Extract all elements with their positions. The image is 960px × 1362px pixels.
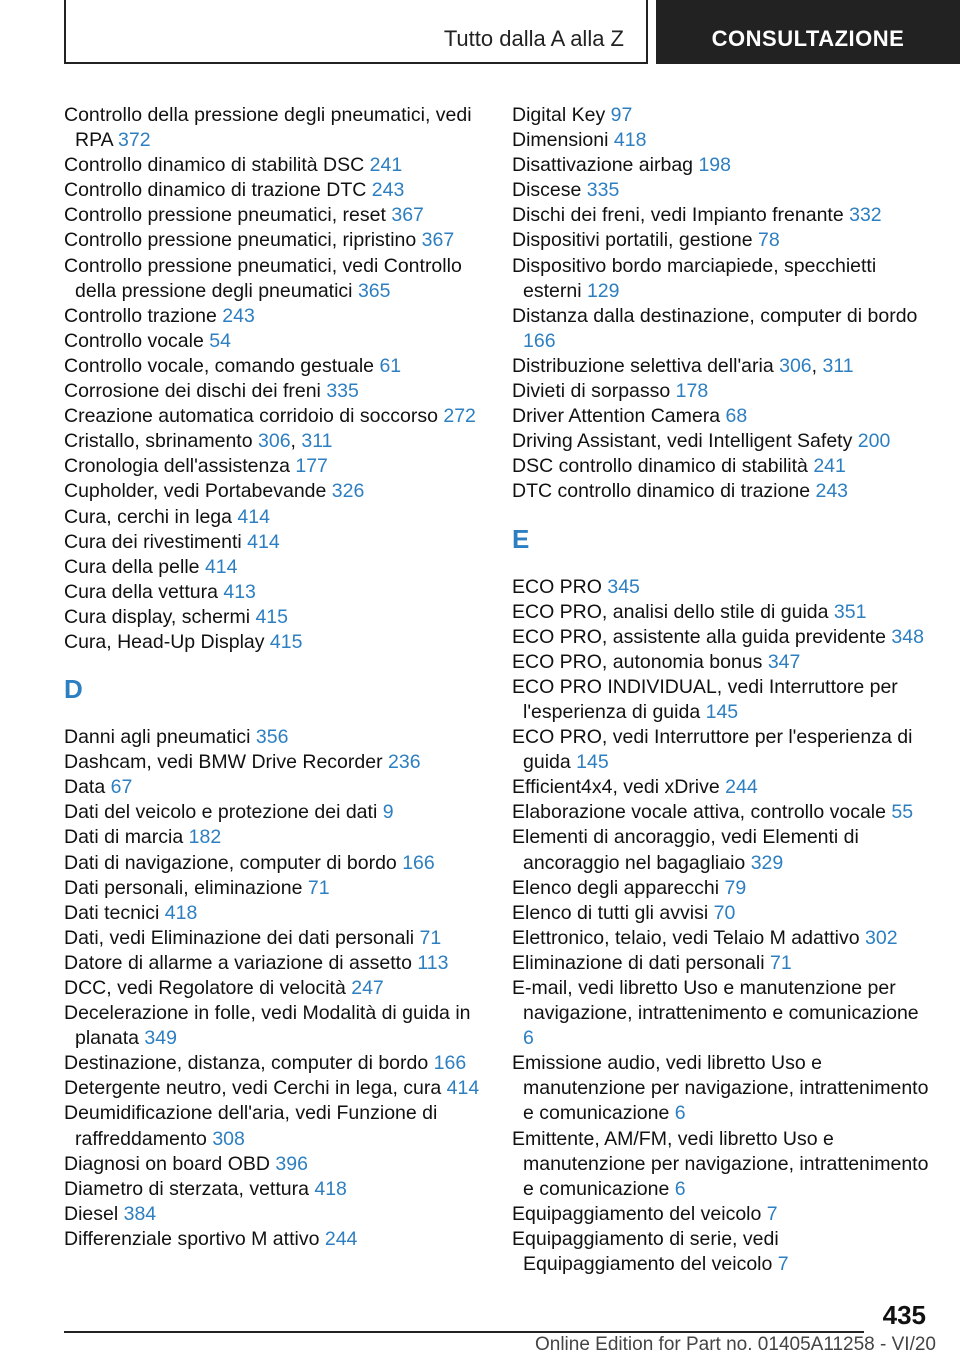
index-entry (512, 1127, 932, 1202)
index-entry (64, 254, 484, 304)
index-entry (512, 178, 932, 203)
index-entry (64, 1152, 484, 1177)
index-entry (64, 1227, 484, 1252)
index-entry (64, 379, 484, 404)
index-entry (512, 650, 932, 675)
index-page-link[interactable]: 349 (144, 1027, 177, 1050)
index-page-link[interactable]: 418 (613, 129, 647, 152)
index-entry (64, 825, 484, 850)
index-page-link[interactable]: 418 (164, 901, 198, 924)
index-entry-term: Diametro di sterzata, vettura (64, 1177, 309, 1200)
index-entry (64, 228, 484, 253)
index-page-link[interactable]: 6 (674, 1177, 686, 1200)
index-entry-term: Creazione automatica corridoio di soccorso (64, 405, 438, 428)
index-entry (512, 901, 932, 926)
index-page-link[interactable]: 414 (446, 1077, 480, 1100)
index-entry-term: Dati di marcia (64, 826, 184, 849)
index-entry-term: Controllo pressione pneumatici, reset (64, 204, 386, 227)
index-entry-term: Elenco degli apparecchi (512, 876, 720, 899)
index-entry-term: Cura della vettura (64, 580, 218, 603)
index-entry (512, 454, 932, 479)
index-page-link[interactable]: 414 (237, 505, 270, 528)
index-entry-term: DCC, vedi Regolatore di velocità (64, 977, 346, 999)
index-page-link[interactable]: 244 (324, 1227, 358, 1250)
index-entry-term: Disattivazione airbag (512, 154, 694, 177)
index-entry (512, 876, 932, 901)
index-entry-term: Dimensioni (512, 129, 609, 152)
index-entry-term: Driving Assistant, vedi Intelligent Safety (512, 430, 853, 453)
index-entry-term: Efficient4x4, vedi xDrive (512, 776, 720, 799)
index-entry-term: Controllo dinamico di trazione DTC (64, 179, 367, 202)
index-entry-term: Decelerazione in folle, vedi Modalità di guida in planata (64, 1002, 471, 1050)
index-entry (512, 228, 932, 253)
index-page-link[interactable]: 68 (725, 405, 748, 428)
index-entry-term: ECO PRO, autonomia bonus (512, 650, 763, 673)
index-entry (64, 1051, 484, 1076)
index-entry (64, 951, 484, 976)
index-entry (512, 625, 932, 650)
index-entry (512, 1051, 932, 1126)
index-page-link[interactable]: 415 (255, 605, 288, 628)
index-entry-term: Elementi di ancoraggio, vedi Elementi di ancoraggio nel bagagliaio (512, 826, 859, 874)
index-entry-term: Dati, vedi Eliminazione dei dati personali (64, 926, 415, 949)
index-page-link[interactable]: 326 (331, 480, 365, 503)
index-entry-term: Deumidificazione dell'aria, vedi Funzione di raffreddamento (64, 1102, 438, 1150)
index-entry (512, 600, 932, 625)
index-entry (64, 505, 484, 530)
index-entry (64, 354, 484, 379)
index-page-link[interactable]: 178 (675, 380, 709, 403)
index-entry (64, 926, 484, 951)
index-page-link[interactable]: 55 (891, 801, 914, 824)
index-entry-term: Cronologia dell'assistenza (64, 455, 290, 478)
index-entry-term: Cura, cerchi in lega (64, 505, 232, 528)
index-page-link[interactable]: 6 (674, 1102, 686, 1125)
index-entry (64, 775, 484, 800)
index-page-link[interactable]: 311 (822, 354, 854, 377)
index-page-link[interactable]: 145 (576, 751, 609, 774)
index-entry-term: Elettronico, telaio, vedi Telaio M adattivo (512, 926, 860, 949)
index-page-link[interactable]: 302 (865, 926, 898, 949)
index-entry-term: Discese (512, 179, 582, 202)
index-page-link[interactable]: 414 (247, 530, 280, 553)
header-section-box (64, 0, 648, 64)
index-entry (64, 178, 484, 203)
index-page-link[interactable]: 306 (258, 430, 291, 453)
index-entry (64, 454, 484, 479)
index-entry (64, 1076, 484, 1101)
index-entry (64, 1177, 484, 1202)
index-entry-term: Elaborazione vocale attiva, controllo vocale (512, 801, 886, 824)
index-entry-term: Dati personali, eliminazione (64, 876, 303, 899)
index-page-link[interactable]: 306 (779, 354, 812, 377)
index-page-link[interactable]: 308 (212, 1127, 245, 1150)
footer-edition-text: Online Edition for Part no. 01405A11258 - VI/20 (534, 1334, 936, 1355)
index-entry-term: DTC controllo dinamico di trazione (512, 480, 811, 503)
index-page-link[interactable]: 272 (443, 405, 476, 428)
index-page-link[interactable]: 177 (295, 455, 328, 478)
index-entry (64, 976, 484, 1001)
index-entry (512, 379, 932, 404)
index-entry (512, 304, 932, 354)
index-page-link[interactable]: 332 (849, 204, 882, 227)
index-page-link[interactable]: 348 (891, 625, 924, 648)
index-entry (64, 329, 484, 354)
index-entry (64, 750, 484, 775)
index-entry (512, 153, 932, 178)
index-entry-term: Distribuzione selettiva dell'aria (512, 354, 774, 377)
index-page-link[interactable]: 365 (357, 279, 391, 302)
header-chapter-title: CONSULTAZIONE (711, 26, 905, 51)
index-entry (512, 128, 932, 153)
index-page-link[interactable]: 79 (724, 876, 747, 899)
index-page-link[interactable]: 78 (758, 229, 780, 252)
index-entry-term: ECO PRO, assistente alla guida previdente (512, 625, 886, 648)
index-entry-term: Differenziale sportivo M attivo (64, 1227, 320, 1250)
index-page-link[interactable]: 311 (301, 430, 333, 453)
index-entry-term: Cristallo, sbrinamento (64, 430, 253, 453)
index-entry-term: Equipaggiamento del veicolo (512, 1202, 762, 1225)
index-entry (512, 479, 932, 504)
index-entry-term: Diagnosi on board OBD (64, 1152, 270, 1175)
index-entry: Distribuzione selettiva dell'aria 306, 311 (512, 354, 854, 377)
index-entry-term: E-mail, vedi libretto Uso e manutenzione per navigazione, intrattenimento e comunicazione (512, 977, 919, 1025)
index-entry-term: Diesel (64, 1202, 119, 1225)
index-entry-term: Controllo vocale (64, 329, 204, 352)
index-entry-term: Dispositivo bordo marciapiede, specchietti esterni (512, 254, 877, 302)
index-entry (512, 1227, 932, 1277)
index-page-link[interactable]: 243 (371, 179, 405, 202)
index-entry (64, 530, 484, 555)
index-page-link[interactable]: 71 (769, 951, 792, 974)
index-page-link[interactable]: 418 (314, 1177, 347, 1200)
index-entry-term: Dati tecnici (64, 901, 160, 924)
index-page-link[interactable]: 247 (351, 977, 384, 999)
index-entry (512, 575, 932, 600)
index-page-link[interactable]: 7 (766, 1202, 778, 1225)
index-page-link[interactable]: 367 (391, 204, 424, 227)
index-entry-term: Dashcam, vedi BMW Drive Recorder (64, 751, 383, 774)
index-page-link[interactable]: 145 (705, 700, 739, 723)
index-entry-term: Eliminazione di dati personali (512, 951, 765, 974)
index-entry (64, 203, 484, 228)
index-entry (64, 404, 484, 429)
index-entry-term: Distanza dalla destinazione, computer di bordo (512, 304, 918, 327)
index-page-link[interactable]: 166 (523, 329, 556, 352)
index-entry: Cristallo, sbrinamento 306, 311 (64, 430, 333, 453)
index-entry (64, 876, 484, 901)
index-page-link[interactable]: 200 (857, 430, 891, 453)
index-entry-term: Emissione audio, vedi libretto Uso e manutenzione per navigazione, intrattenimento e comunicazione (512, 1052, 929, 1125)
index-page-link[interactable]: 61 (379, 354, 402, 377)
index-column-right (512, 103, 932, 1277)
index-entry (64, 304, 484, 329)
index-entry-term: Cura della pelle (64, 555, 200, 578)
index-page-link[interactable]: 71 (307, 876, 330, 899)
index-entry-term: Divieti di sorpasso (512, 380, 671, 403)
index-entry (512, 254, 932, 304)
index-entry-term: Elenco di tutti gli avvisi (512, 901, 709, 924)
index-entry-term: Datore di allarme a variazione di assetto (64, 951, 412, 974)
index-entry-term: Controllo della pressione degli pneumatici, vedi RPA (64, 104, 472, 152)
index-page-link[interactable]: 414 (204, 555, 238, 578)
index-letter-heading: D (64, 674, 83, 705)
index-page-link[interactable]: 198 (698, 154, 731, 177)
index-letter-heading: E (512, 523, 530, 554)
index-entry-term: ECO PRO (512, 575, 602, 598)
index-page-link[interactable]: 113 (417, 951, 449, 974)
index-entry (512, 976, 932, 1051)
index-entry-term: Controllo dinamico di stabilità DSC (64, 154, 365, 177)
index-entry-term: Cura display, schermi (64, 605, 251, 628)
index-page-link[interactable]: 236 (388, 751, 421, 774)
index-entry (512, 775, 932, 800)
index-column-left (64, 103, 484, 1252)
index-page-link[interactable]: 243 (815, 480, 849, 503)
index-page-link[interactable]: 6 (523, 1027, 534, 1050)
index-entry-term: Controllo pressione pneumatici, vedi Controllo della pressione degli pneumatici (64, 254, 462, 302)
index-page-link[interactable]: 166 (402, 851, 435, 874)
index-page-link[interactable]: 241 (369, 154, 403, 177)
index-page-link[interactable]: 67 (110, 776, 133, 799)
index-entry-term: Dischi dei freni, vedi Impianto frenante (512, 204, 844, 227)
index-entry (64, 901, 484, 926)
index-page-link[interactable]: 335 (326, 380, 359, 403)
index-page-link[interactable]: 347 (767, 650, 801, 673)
page-number: 435 (882, 1300, 926, 1330)
index-entry (512, 103, 932, 128)
index-entry (64, 800, 484, 825)
footer-divider (64, 1331, 864, 1333)
index-entry (512, 800, 932, 825)
index-page-link[interactable]: 335 (586, 179, 620, 202)
index-entry (64, 479, 484, 504)
index-entry-term: Driver Attention Camera (512, 405, 721, 428)
index-page-link[interactable]: 372 (118, 129, 151, 152)
index-entry-term: Danni agli pneumatici (64, 726, 251, 749)
index-entry-term: Cura, Head-Up Display (64, 630, 265, 653)
index-entry-term: Cura dei rivestimenti (64, 530, 242, 553)
index-entry (512, 404, 932, 429)
index-entry (512, 725, 932, 775)
index-entry (64, 1101, 484, 1151)
index-entry (64, 630, 484, 655)
index-page-link[interactable]: 9 (382, 801, 394, 824)
index-page-link[interactable]: 415 (269, 630, 303, 653)
index-entry-term: Data (64, 776, 106, 799)
index-page-link[interactable]: 243 (222, 304, 255, 327)
index-entry (64, 580, 484, 605)
index-entry-term: ECO PRO, vedi Interruttore per l'esperienza di guida (512, 726, 913, 774)
index-page-link[interactable]: 71 (419, 926, 442, 949)
index-entry-term: ECO PRO, analisi dello stile di guida (512, 600, 829, 623)
index-page-link[interactable]: 367 (421, 229, 455, 252)
index-entry-term: ECO PRO INDIVIDUAL, vedi Interruttore per l'esperienza di guida (512, 675, 898, 723)
index-page-link[interactable]: 396 (275, 1152, 308, 1175)
index-entry (64, 103, 484, 153)
index-page-link[interactable]: 129 (586, 279, 620, 302)
index-entry-term: Controllo trazione (64, 304, 217, 327)
index-page-link[interactable]: 70 (713, 901, 736, 924)
index-entry (64, 851, 484, 876)
index-page-link[interactable]: 351 (833, 600, 867, 623)
index-entry (512, 1202, 932, 1227)
index-entry (64, 605, 484, 630)
index-entry-term: DSC controllo dinamico di stabilità (512, 455, 808, 478)
index-entry-term: Dati di navigazione, computer di bordo (64, 851, 397, 874)
index-page-link[interactable]: 244 (725, 776, 758, 799)
index-entry-term: Detergente neutro, vedi Cerchi in lega, cura (64, 1077, 442, 1100)
index-page-link[interactable]: 166 (433, 1052, 467, 1075)
index-entry (64, 1001, 484, 1051)
index-page-link[interactable]: 384 (123, 1202, 157, 1225)
index-page-link[interactable]: 345 (607, 575, 640, 598)
index-page-link[interactable]: 7 (777, 1253, 789, 1276)
index-page-link[interactable]: 182 (188, 826, 222, 849)
index-page-link[interactable]: 97 (610, 104, 633, 126)
index-entry (512, 429, 932, 454)
index-entry (64, 555, 484, 580)
index-entry (512, 203, 932, 228)
index-page-link[interactable]: 54 (209, 329, 231, 352)
index-entry-term: Dispositivi portatili, gestione (512, 229, 753, 252)
index-page-link[interactable]: 413 (223, 580, 256, 603)
index-entry-term: Controllo pressione pneumatici, ripristino (64, 229, 417, 252)
header-section-title: Tutto dalla A alla Z (443, 26, 624, 51)
index-entry (64, 725, 484, 750)
index-entry (512, 951, 932, 976)
index-entry-term: Dati del veicolo e protezione dei dati (64, 801, 378, 824)
index-entry-term: Digital Key (512, 104, 606, 126)
header-chapter-box (656, 0, 960, 64)
index-page-link[interactable]: 356 (255, 726, 289, 749)
index-entry-term: Corrosione dei dischi dei freni (64, 380, 321, 403)
index-entry (64, 1202, 484, 1227)
index-entry-term: Controllo vocale, comando gestuale (64, 354, 375, 377)
index-entry-term: Destinazione, distanza, computer di bordo (64, 1052, 429, 1075)
index-entry (512, 926, 932, 951)
index-page-link[interactable]: 329 (750, 851, 784, 874)
index-entry (64, 153, 484, 178)
index-entry (512, 675, 932, 725)
index-entry-term: Emittente, AM/FM, vedi libretto Uso e manutenzione per navigazione, intrattenimento e comunicazione (512, 1127, 929, 1200)
index-entry (512, 825, 932, 875)
index-page-link[interactable]: 241 (813, 455, 846, 478)
index-entry-term: Equipaggiamento di serie, vedi Equipaggiamento del veicolo (512, 1227, 779, 1276)
index-entry-term: Cupholder, vedi Portabevande (64, 480, 327, 503)
